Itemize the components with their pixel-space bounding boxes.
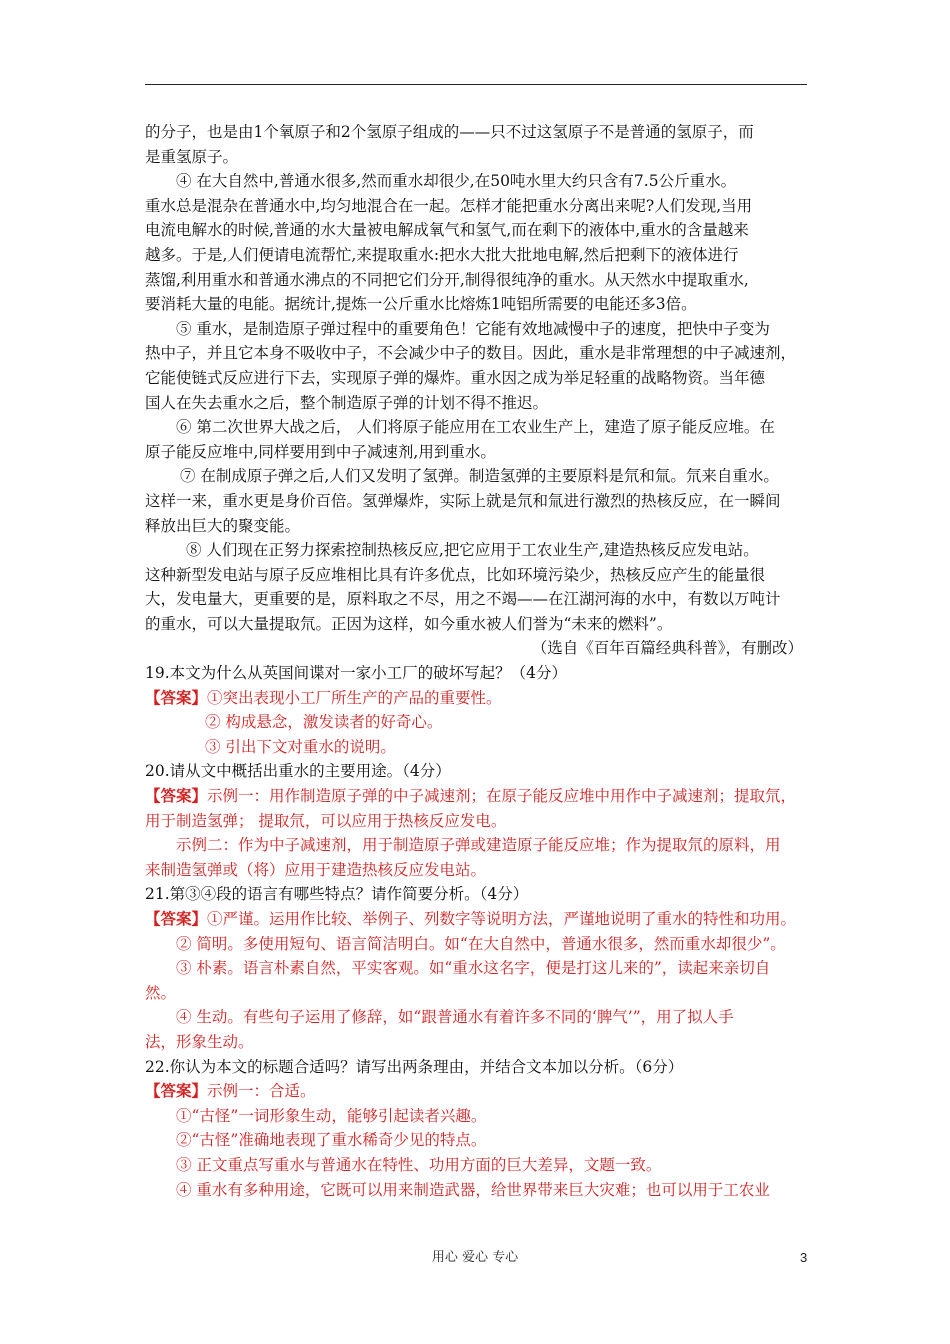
line-text: 然。 xyxy=(145,983,177,1002)
line-text: 21.第③④段的语言有哪些特点？请作简要分析。（4分） xyxy=(145,885,529,904)
text-line xyxy=(145,341,807,366)
line-text: 的分子，也是由1个氧原子和2个氢原子组成的——只不过这氢原子不是普通的氢原子，而 xyxy=(145,123,754,141)
text-line xyxy=(145,710,807,735)
line-text: 要消耗大量的电能。据统计,提炼一公斤重水比熔炼1吨铝所需要的电能还多3倍。 xyxy=(145,295,697,314)
line-text: 示例一：用作制造原子弹的中子减速剂；在原子能反应堆中用作中子减速剂；提取氘， xyxy=(207,787,797,806)
text-line xyxy=(145,686,807,711)
line-text: 国人在失去重水之后，整个制造原子弹的计划不得不推迟。 xyxy=(145,393,549,412)
answer-tag: 【答案】 xyxy=(145,786,208,806)
line-text: 的重水，可以大量提取氘。正因为这样，如今重水被人们誉为“未来的燃料”。 xyxy=(145,614,673,633)
line-text: 是重氢原子。 xyxy=(145,147,239,166)
line-text: ④ 生动。有些句子运用了修辞，如“跟普通水有着许多不同的‘脾气’”，用了拟人手 xyxy=(176,1008,734,1027)
line-text: 用于制造氢弹； 提取氘，可以应用于热核反应发电。 xyxy=(145,811,507,830)
text-line xyxy=(145,1178,807,1203)
text-line xyxy=(145,194,807,219)
line-text: 重水总是混杂在普通水中,均匀地混合在一起。怎样才能把重水分离出来呢?人们发现,当用 xyxy=(145,196,753,215)
page-number: 3 xyxy=(800,1250,808,1265)
text-line xyxy=(145,1153,807,1178)
line-text: 越多。于是,人们便请电流帮忙,来提取重水:把水大批大批地电解,然后把剩下的液体进行 xyxy=(145,245,739,264)
text-line xyxy=(145,292,807,317)
line-text: 22.你认为本文的标题合适吗？请写出两条理由，并结合文本加以分析。（6分） xyxy=(145,1057,684,1076)
line-text: ③ 引出下文对重水的说明。 xyxy=(205,737,396,756)
text-line xyxy=(145,1030,807,1055)
line-text: 20.请从文中概括出重水的主要用途。（4分） xyxy=(145,762,451,781)
text-line xyxy=(145,415,807,440)
footer-motto: 用心 爱心 专心 xyxy=(431,1250,519,1265)
line-text: 释放出巨大的聚变能。 xyxy=(145,516,301,535)
text-line xyxy=(145,169,807,194)
line-text: 来制造氢弹或（将）应用于建造热核反应发电站。 xyxy=(145,860,487,879)
text-line xyxy=(145,735,807,760)
header-rule xyxy=(145,84,807,85)
text-line xyxy=(145,489,807,514)
text-line xyxy=(145,1055,807,1080)
text-line xyxy=(145,759,807,784)
text-line xyxy=(145,538,807,563)
line-text: ⑦ 在制成原子弹之后,人们又发明了氢弹。制造氢弹的主要原料是氘和氚。氘来自重水。 xyxy=(180,467,779,486)
line-text: ⑧ 人们现在正努力探索控制热核反应,把它应用于工农业生产,建造热核反应发电站。 xyxy=(186,541,759,560)
line-text: ④ 在大自然中,普通水很多,然而重水却很少,在50吨水里大约只含有7.5公斤重水。 xyxy=(176,172,737,191)
text-line xyxy=(145,464,807,489)
answer-tag: 【答案】 xyxy=(145,909,208,928)
text-line xyxy=(145,636,807,661)
text-line xyxy=(145,587,807,612)
text-line xyxy=(145,784,807,809)
line-text: 蒸馏,利用重水和普通水沸点的不同把它们分开,制得很纯净的重水。从天然水中提取重水, xyxy=(145,270,749,289)
line-text: ①突出表现小工厂所生产的产品的重要性。 xyxy=(207,688,502,707)
text-line xyxy=(145,145,807,170)
text-line xyxy=(145,956,807,981)
text-line xyxy=(145,563,807,588)
text-line xyxy=(145,907,807,932)
text-line xyxy=(145,120,807,145)
line-text: ①“古怪”一词形象生动，能够引起读者兴趣。 xyxy=(176,1106,487,1125)
line-text: ②“古怪”准确地表现了重水稀奇少见的特点。 xyxy=(176,1131,487,1150)
line-text: 大，发电量大，更重要的是，原料取之不尽，用之不竭——在江湖河海的水中，有数以万吨计 xyxy=(145,590,781,609)
text-line xyxy=(145,809,807,834)
text-line xyxy=(145,882,807,907)
text-line xyxy=(145,612,807,637)
answer-tag: 【答案】 xyxy=(145,687,208,707)
line-text: 这种新型发电站与原子反应堆相比具有许多优点，比如环境污染少，热核反应产生的能量很 xyxy=(145,565,766,584)
line-text: ③ 正文重点写重水与普通水在特性、功用方面的巨大差异，文题一致。 xyxy=(176,1155,662,1174)
line-text: 这样一来，重水更是身价百倍。氢弹爆炸，实际上就是氘和氚进行激烈的热核反应，在一瞬间 xyxy=(145,491,781,510)
text-line xyxy=(145,981,807,1006)
text-line xyxy=(145,858,807,883)
line-text: ④ 重水有多种用途，它既可以用来制造武器，给世界带来巨大灾难；也可以用于工农业 xyxy=(176,1180,770,1199)
line-text: 原子能反应堆中,同样要用到中子减速剂,用到重水。 xyxy=(145,442,496,461)
line-text: ③ 朴素。语言朴素自然，平实客观。如“重水这名字，便是打这儿来的”，读起来亲切自 xyxy=(176,959,771,978)
line-text: 它能使链式反应进行下去，实现原子弹的爆炸。重水因之成为举足轻重的战略物资。当年德 xyxy=(145,368,766,387)
line-text: （选自《百年百篇经典科普》，有删改） xyxy=(531,639,803,658)
answer-tag: 【答案】 xyxy=(145,1081,208,1101)
line-text: ⑥ 第二次世界大战之后， 人们将原子能应用在工农业生产上，建造了原子能反应堆。在 xyxy=(176,418,775,437)
line-text: 电流电解水的时候,普通的水大量被电解成氧气和氢气,而在剩下的液体中,重水的含量越来 xyxy=(145,221,749,240)
line-text: 法，形象生动。 xyxy=(145,1032,254,1051)
text-line xyxy=(145,1104,807,1129)
text-line xyxy=(145,833,807,858)
line-text: 示例一：合适。 xyxy=(207,1082,316,1101)
text-line xyxy=(145,1079,807,1104)
text-line xyxy=(145,1128,807,1153)
text-line xyxy=(145,366,807,391)
line-text: ⑤ 重水，是制造原子弹过程中的重要角色！它能有效地减慢中子的速度，把快中子变为 xyxy=(176,319,770,338)
text-line xyxy=(145,440,807,465)
text-line xyxy=(145,218,807,243)
line-text: 热中子，并且它本身不吸收中子，不会减少中子的数目。因此，重水是非常理想的中子减速剂， xyxy=(145,344,797,363)
line-text: 示例二：作为中子减速剂，用于制造原子弹或建造原子能反应堆；作为提取氘的原料，用 xyxy=(176,836,781,855)
text-line xyxy=(145,661,807,686)
text-line xyxy=(145,243,807,268)
line-text: ② 构成悬念，激发读者的好奇心。 xyxy=(205,713,443,732)
page-body xyxy=(145,120,807,1202)
text-line xyxy=(145,932,807,957)
text-line xyxy=(145,317,807,342)
text-line xyxy=(145,268,807,293)
text-line xyxy=(145,514,807,539)
text-line xyxy=(145,1005,807,1030)
line-text: ①严谨。运用作比较、举例子、列数字等说明方法，严谨地说明了重水的特性和功用。 xyxy=(207,910,797,928)
line-text: ② 简明。多使用短句、语言简洁明白。如“在大自然中，普通水很多，然而重水却很少”。 xyxy=(176,934,786,953)
text-line xyxy=(145,391,807,416)
line-text: 19.本文为什么从英国间谍对一家小工厂的破坏写起？（4分） xyxy=(145,664,568,683)
